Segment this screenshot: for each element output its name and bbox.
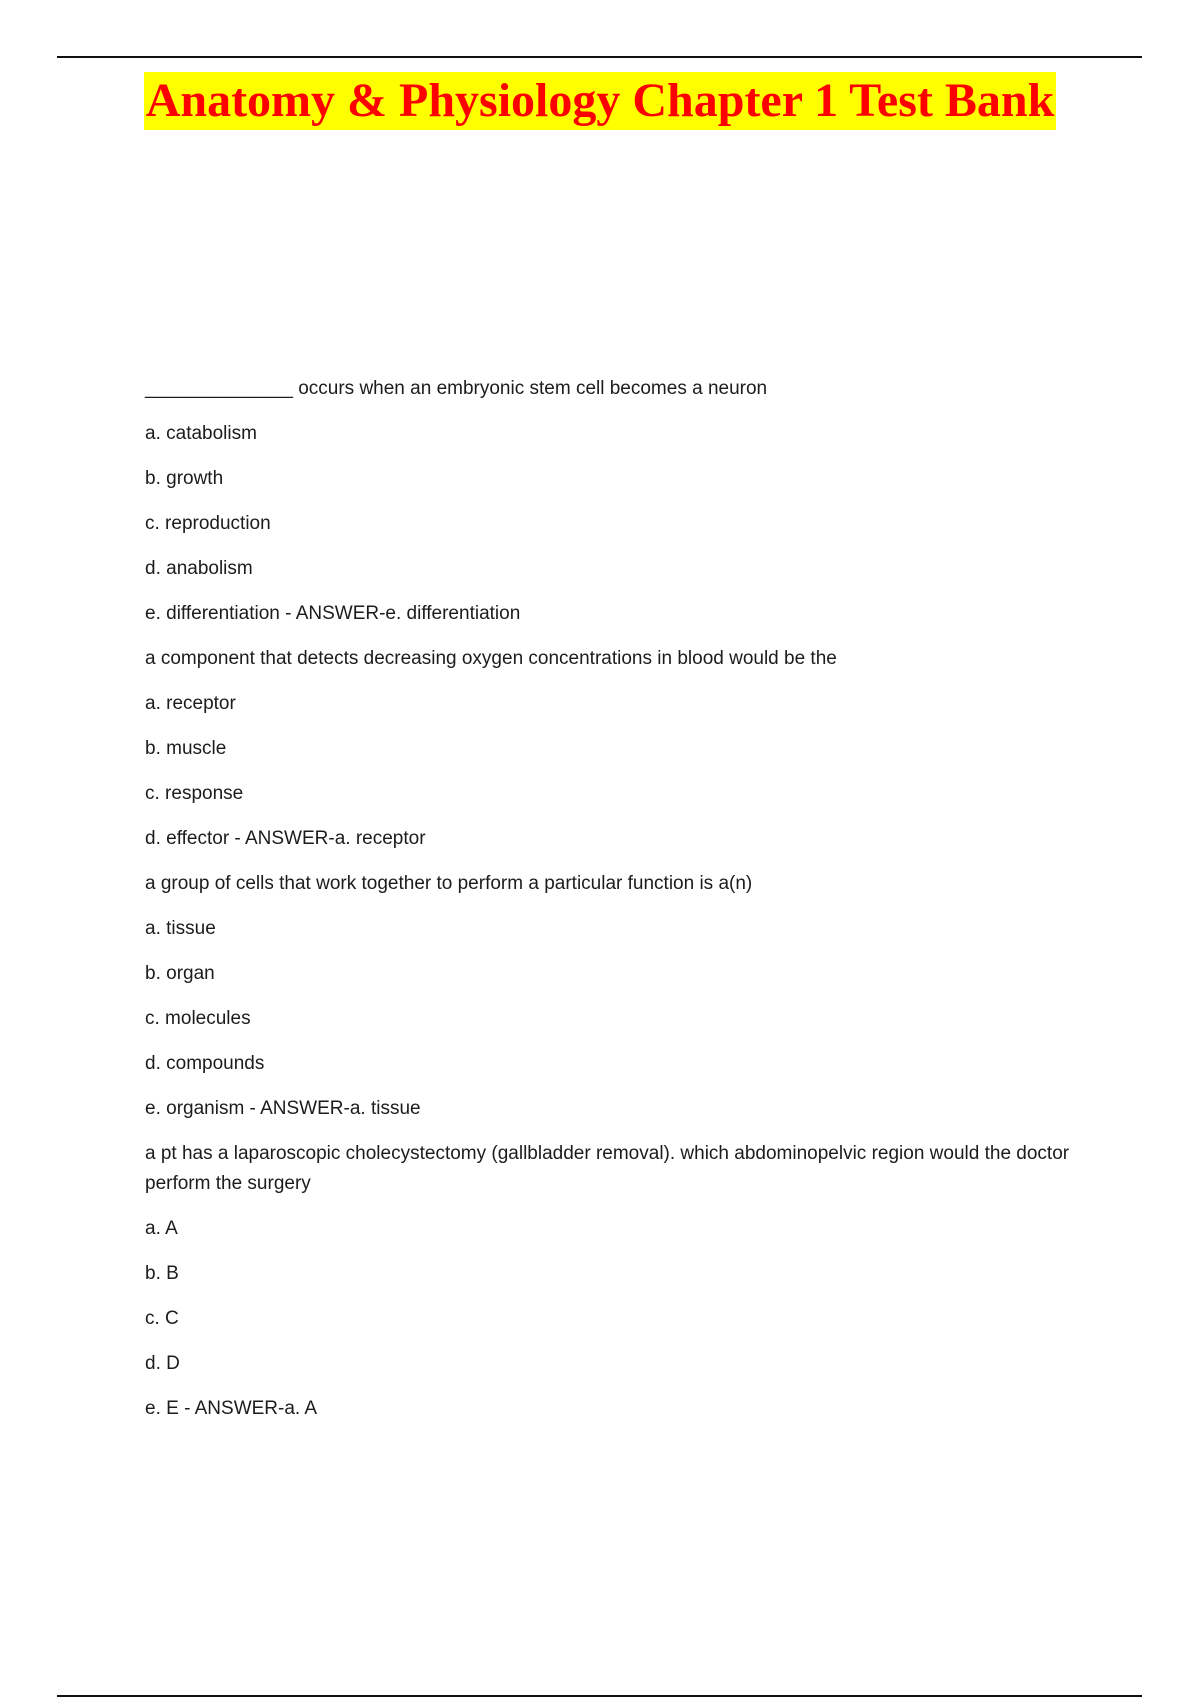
answer-option: c. reproduction xyxy=(145,513,271,534)
answer-option: d. effector - ANSWER-a. receptor xyxy=(145,828,426,849)
answer-option: d. anabolism xyxy=(145,558,253,579)
answer-option: e. E - ANSWER-a. A xyxy=(145,1398,318,1419)
answer-option: b. B xyxy=(145,1263,179,1284)
answer-option: c. molecules xyxy=(145,1008,251,1029)
answer-option: c. C xyxy=(145,1308,179,1329)
question-list xyxy=(145,374,1085,1439)
question-prompt: a component that detects decreasing oxygen concentrations in blood would be the xyxy=(145,648,837,669)
answer-option: a. catabolism xyxy=(145,423,257,444)
question-2 xyxy=(145,644,1085,854)
question-prompt: ______________ occurs when an embryonic stem cell becomes a neuron xyxy=(145,378,768,399)
answer-option: b. muscle xyxy=(145,738,227,759)
question-4 xyxy=(145,1139,1085,1424)
question-3 xyxy=(145,869,1085,1124)
answer-option: c. response xyxy=(145,783,244,804)
answer-option: a. receptor xyxy=(145,693,236,714)
top-rule xyxy=(57,56,1142,58)
answer-option: e. organism - ANSWER-a. tissue xyxy=(145,1098,421,1119)
answer-option: a. tissue xyxy=(145,918,216,939)
answer-option: b. growth xyxy=(145,468,224,489)
question-prompt: a pt has a laparoscopic cholecystectomy (gallbladder removal). which abdominopelvic region would the doctor perform the surgery xyxy=(145,1143,1070,1194)
answer-option: e. differentiation - ANSWER-e. differentiation xyxy=(145,603,521,624)
bottom-rule xyxy=(57,1695,1142,1697)
answer-option: d. D xyxy=(145,1353,180,1374)
question-prompt: a group of cells that work together to perform a particular function is a(n) xyxy=(145,873,753,894)
answer-option: d. compounds xyxy=(145,1053,265,1074)
title-wrap xyxy=(0,72,1200,130)
answer-option: a. A xyxy=(145,1218,178,1239)
document-title: Anatomy & Physiology Chapter 1 Test Bank xyxy=(144,72,1057,130)
question-1 xyxy=(145,374,1085,629)
answer-option: b. organ xyxy=(145,963,215,984)
